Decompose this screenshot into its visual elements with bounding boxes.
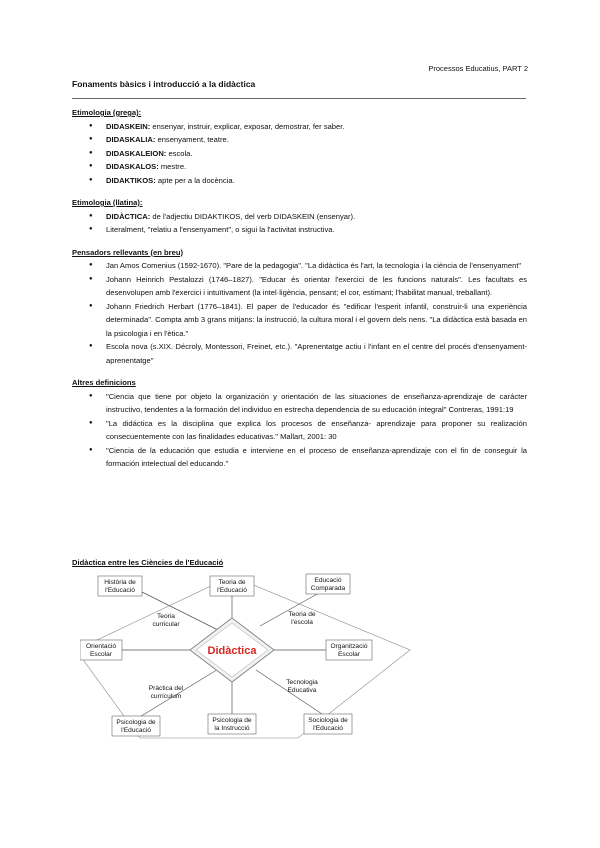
diagram-title: Didàctica entre les Ciències de l'Educació <box>72 558 224 567</box>
list-item: ● "Ciencia que tiene por objeto la organización y orientación de las situaciones de enseñanza-aprendizaje de carácter instructivo, tendentes a la formación del individuo en estrecha dependencia de su educación integral" Contreras, 1991:19 <box>106 390 527 417</box>
page-title: Fonaments bàsics i introducció a la didàctica <box>72 79 256 89</box>
section-title-pensadors: Pensadors rellevants (en breu) <box>72 247 183 257</box>
list-item: ● DIDASKALOS: mestre. <box>106 160 527 174</box>
list-item: ● Escola nova (s.XIX. Décroly, Montessori, Freinet, etc.). "Aprenentatge actiu i l'infant en el centre del procés d'ensenyament-aprenentatge" <box>106 340 527 367</box>
list-item: ● Johann Friedrich Herbart (1776–1841). El paper de l'educador és "edificar l'esperit infantil, construir-li una experiència determinada". Compta amb 3 grans mitjans: la instrucció, la cultura moral i el govern dels nens. "La didàctica està basada en la psicologia i en l'ètica." <box>106 300 527 341</box>
label-teoria-escola-line2: l'escola <box>291 619 313 626</box>
list-item: ● Literalment, "relatiu a l'ensenyament", o sigui la l'activitat instructiva. <box>106 223 527 237</box>
box-orientacio-line1: Orientació <box>85 643 117 650</box>
section-title-etimologia-grega: Etimologia (grega): <box>72 108 142 117</box>
box-organitzacio-line1: Organització <box>330 643 368 650</box>
list-item: ● Jan Amos Comenius (1592-1670). "Pare de la pedagogia". "La didàctica és l'art, la tecnologia i la ciència de l'ensenyament" <box>106 259 527 273</box>
box-orientacio-line2: Escolar <box>90 651 112 658</box>
label-teoria-curricular-line2: curricular <box>152 621 180 628</box>
box-sociologia-line1: Sociologia de <box>308 717 348 724</box>
section-title-altres-definicions: Altres definicions <box>72 378 136 387</box>
label-practica-curriculum-line1: Pràctica del <box>148 685 184 692</box>
list-altres-definicions <box>72 390 527 471</box>
box-psicologia-instruccio-line2: la Instrucció <box>214 725 250 732</box>
box-teoria-line2: l'Educació <box>217 587 247 594</box>
list-item: ● Johann Heinrich Pestalozzi (1746–1827). "Educar és orientar l'exercici de les funcions naturals". Les facultats es desenvolupen amb l'exercici i intuïtivament (la intel·ligència, pensant; el cor, estimant; l'habilitat manual, treballant). <box>106 273 527 300</box>
list-item: ● DIDÀCTICA: de l'adjectiu DIDAKTIKOS, del verb DIDASKEIN (ensenyar). <box>106 210 527 224</box>
header-course: Processos Educatius, PART 2 <box>428 64 528 73</box>
diagram-svg <box>80 568 516 750</box>
header-divider <box>72 98 526 99</box>
list-item: ● DIDASKALEION: escola. <box>106 147 527 161</box>
didactica-diagram <box>80 568 516 750</box>
connector-line <box>138 590 226 634</box>
list-item: ● DIDAKTIKOS: apte per a la docència. <box>106 174 527 188</box>
label-tecnologia-line1: Tecnologia <box>286 679 318 686</box>
box-comparada-line2: Comparada <box>310 585 346 592</box>
label-teoria-escola-line1: Teoria de <box>288 611 316 618</box>
center-label: Didàctica <box>207 645 257 657</box>
box-psicologia-educacio-line1: Psicologia de <box>116 719 156 726</box>
box-psicologia-instruccio-line1: Psicologia de <box>212 717 252 724</box>
list-item: ● "Ciencia de la educación que estudia e interviene en el proceso de enseñanza-aprendizaje con el fin de conseguir la formación intelectual del educando." <box>106 444 527 471</box>
box-historia-line1: Història de <box>104 579 136 586</box>
section-title-etimologia-llatina: Etimologia (llatina): <box>72 198 143 207</box>
label-tecnologia-line2: Educativa <box>287 687 317 694</box>
label-practica-curriculum-line2: currículum <box>150 693 182 700</box>
box-organitzacio-line2: Escolar <box>338 651 360 658</box>
label-teoria-curricular-line1: Teoria <box>157 613 175 620</box>
list-item: ● DIDASKALIA: ensenyament, teatre. <box>106 133 527 147</box>
list-item: ● DIDASKEIN: ensenyar, instruir, explicar, exposar, demostrar, fer saber. <box>106 120 527 134</box>
list-item: ● "La didáctica es la disciplina que explica los procesos de enseñanza- aprendizaje para proponer su realización consecuentemente con las finalidades educativas." Mallart, 2001: 30 <box>106 417 527 444</box>
list-etimologia-llatina <box>72 210 527 237</box>
box-comparada-line1: Educació <box>314 577 342 584</box>
connector-line <box>256 670 328 718</box>
list-etimologia-grega <box>72 120 527 188</box>
box-historia-line2: l'Educació <box>105 587 135 594</box>
box-teoria-line1: Teoria de <box>218 579 246 586</box>
box-sociologia-line2: l'Educació <box>313 725 343 732</box>
content <box>72 106 527 471</box>
box-psicologia-educacio-line2: l'Educació <box>121 727 151 734</box>
list-pensadors <box>72 259 527 367</box>
